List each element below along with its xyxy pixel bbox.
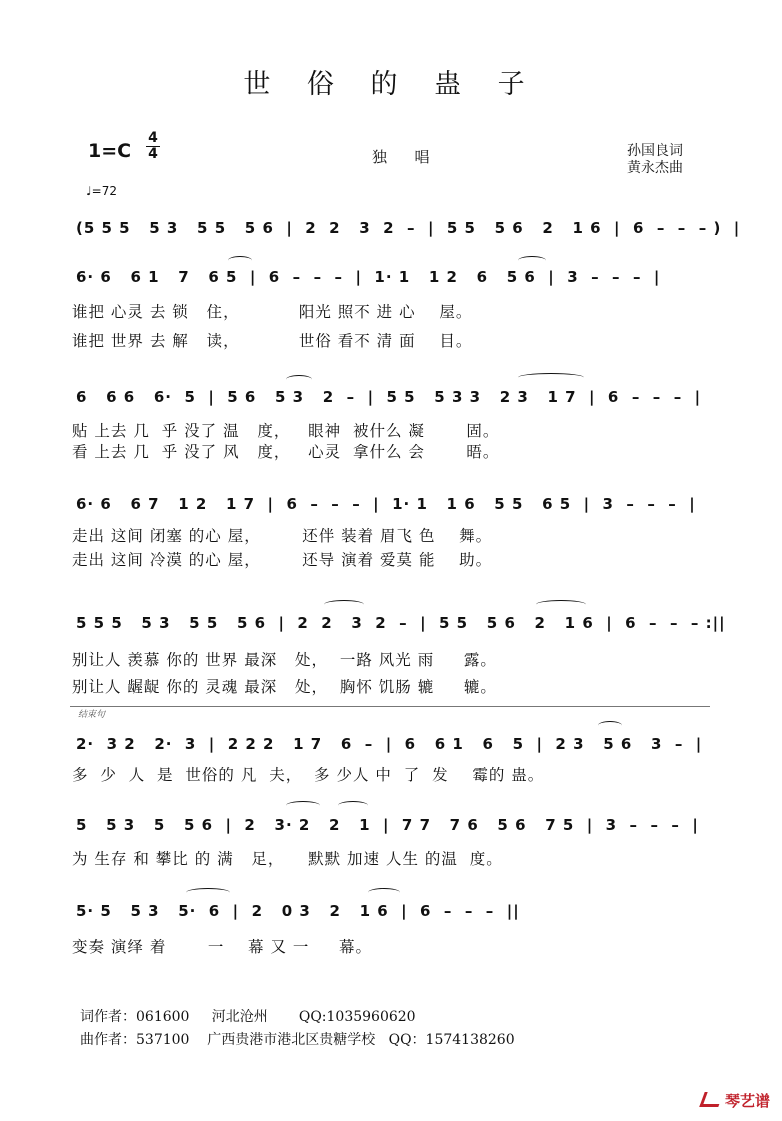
site-logo (702, 1090, 770, 1111)
slur (228, 256, 252, 265)
lyric-system-8: 变奏 演绎 着 一 幕 又 一 幕。 (72, 938, 373, 956)
slur (598, 721, 622, 730)
time-signature (146, 131, 160, 162)
time-signature-top: 4 (148, 130, 158, 146)
logo-icon (699, 1092, 723, 1107)
slur (518, 256, 546, 265)
lyric-system-4-verse-2: 走出 这间 冷漠 的心 屋， 还导 演着 爱莫 能 助。 (72, 551, 493, 569)
slur (518, 373, 584, 382)
lyric-system-5-verse-2: 别让人 龌龊 你的 灵魂 最深 处， 胸怀 饥肠 辘 辘。 (72, 678, 497, 696)
lyric-system-3-verse-1: 贴 上去 几 乎 没了 温 度， 眼神 被什么 凝 固。 (72, 422, 500, 440)
slur (286, 375, 312, 384)
coda-marker: 结束句 (78, 710, 106, 720)
tempo-mark: ♩=72 (86, 184, 117, 198)
lyric-system-6: 多 少 人 是 世俗的 凡 夫， 多 少人 中 了 发 霉的 蛊。 (72, 766, 545, 784)
key-signature: 1=C (88, 140, 132, 162)
notes-system-3: 6 6 6 6· 5 | 5 6 5 3 2 – | 5 5 5 3 3 2 3 1 7 | 6 – – – | (76, 388, 702, 406)
slur (368, 888, 400, 897)
lyric-system-4-verse-1: 走出 这间 闭塞 的心 屋， 还伴 装着 眉飞 色 舞。 (72, 527, 493, 545)
composer-credit: 黄永杰曲 (627, 160, 683, 176)
lyricist-credit: 孙国良词 (627, 143, 683, 159)
slur (324, 600, 364, 609)
song-title: 世 俗 的 蛊 子 (243, 69, 539, 100)
composer-contact: 曲作者：537100 广西贵港市港北区贵糖学校 QQ：1574138260 (80, 1032, 515, 1048)
notes-system-1: (5 5 5 5 3 5 5 5 6 | 2 2 3 2 – | 5 5 5 6 2 1 6 | 6 – – – ) | (76, 219, 741, 237)
slur (186, 888, 230, 897)
logo-text: 琴艺谱 (724, 1092, 770, 1110)
time-signature-bottom: 4 (148, 146, 158, 162)
slur (536, 600, 586, 609)
lyricist-contact: 词作者：061600 河北沧州 QQ:1035960620 (80, 1009, 416, 1025)
notes-system-8: 5· 5 5 3 5· 6 | 2 0 3 2 1 6 | 6 – – – || (76, 902, 520, 920)
notes-system-2: 6· 6 6 1 7 6 5 | 6 – – – | 1· 1 1 2 6 5 6 | 3 – – – | (76, 268, 661, 286)
performer: 独 唱 (372, 148, 436, 166)
lyric-system-3-verse-2: 看 上去 几 乎 没了 风 度， 心灵 拿什么 会 晤。 (72, 443, 500, 461)
lyric-system-7: 为 生存 和 攀比 的 满 足， 默默 加速 人生 的温 度。 (72, 850, 503, 868)
lyric-system-2-verse-2: 谁把 世界 去 解 读， 世俗 看不 清 面 目。 (72, 332, 473, 350)
slur (338, 801, 368, 810)
notes-system-7: 5 5 3 5 5 6 | 2 3· 2 2 1 | 7 7 7 6 5 6 7 5 | 3 – – – | (76, 816, 699, 834)
lyric-system-2-verse-1: 谁把 心灵 去 锁 住， 阳光 照不 进 心 屋。 (72, 303, 473, 321)
lyric-system-5-verse-1: 别让人 羡慕 你的 世界 最深 处， 一路 风光 雨 露。 (72, 651, 497, 669)
notes-system-6: 2· 3 2 2· 3 | 2 2 2 1 7 6 – | 6 6 1 6 5 | 2 3 5 6 3 – | (76, 735, 703, 753)
notes-system-5: 5 5 5 5 3 5 5 5 6 | 2 2 3 2 – | 5 5 5 6 2 1 6 | 6 – – – :|| (76, 614, 726, 632)
notes-system-4: 6· 6 6 7 1 2 1 7 | 6 – – – | 1· 1 1 6 5 5 6 5 | 3 – – – | (76, 495, 696, 513)
slur (286, 801, 320, 810)
coda-line (70, 706, 710, 707)
